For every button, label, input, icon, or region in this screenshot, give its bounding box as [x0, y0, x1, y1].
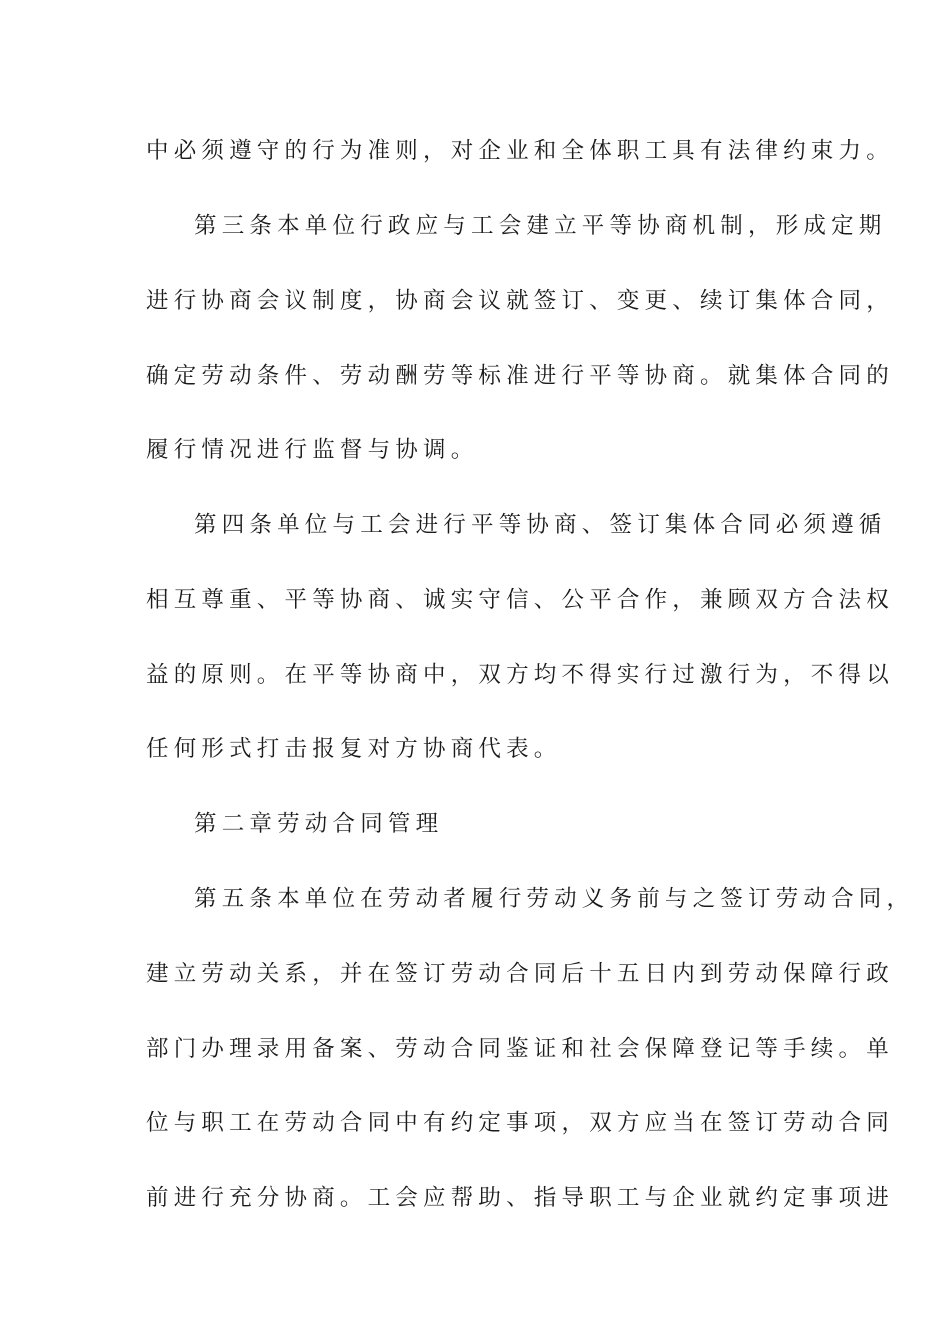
paragraph-start-line: 第五条本单位在劳动者履行劳动义务前与之签订劳动合同， [194, 886, 915, 912]
text-line: 前进行充分协商。工会应帮助、指导职工与企业就约定事项进 [146, 1185, 894, 1211]
text-line: 益的原则。在平等协商中，双方均不得实行过激行为，不得以 [146, 662, 894, 688]
paragraph-start-line: 第四条单位与工会进行平等协商、签订集体合同必须遵循 [194, 512, 887, 538]
text-line: 部门办理录用备案、劳动合同鉴证和社会保障登记等手续。单 [146, 1036, 894, 1062]
text-line: 中必须遵守的行为准则，对企业和全体职工具有法律约束力。 [146, 138, 894, 164]
chapter-heading: 第二章劳动合同管理 [194, 811, 444, 837]
text-line: 建立劳动关系，并在签订劳动合同后十五日内到劳动保障行政 [146, 961, 894, 987]
text-line: 任何形式打击报复对方协商代表。 [146, 736, 562, 762]
text-line: 确定劳动条件、劳动酬劳等标准进行平等协商。就集体合同的 [146, 363, 894, 389]
text-line: 履行情况进行监督与协调。 [146, 437, 479, 463]
text-line: 位与职工在劳动合同中有约定事项，双方应当在签订劳动合同 [146, 1110, 894, 1136]
paragraph-start-line: 第三条本单位行政应与工会建立平等协商机制，形成定期 [194, 213, 887, 239]
text-line: 相互尊重、平等协商、诚实守信、公平合作，兼顾双方合法权 [146, 587, 894, 613]
text-line: 进行协商会议制度，协商会议就签订、变更、续订集体合同， [146, 288, 894, 314]
